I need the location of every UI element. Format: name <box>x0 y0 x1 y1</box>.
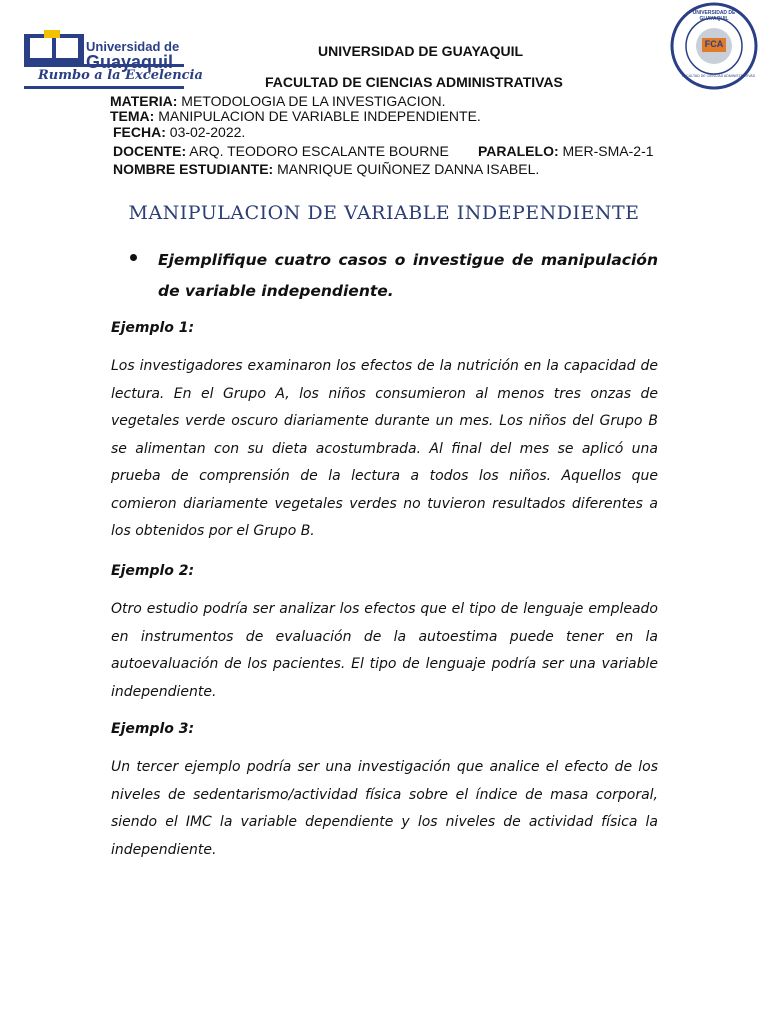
example-text: Los investigadores examinaron los efectos de la nutrición en la capacidad de lectura. En el Grupo A, los niños consumieron al menos tres onzas de vegetales verde oscuro diariamente durante un mes. Los niños del Grupo B se alimentan con su dieta acostumbrada. Al final del mes se aplicó una prueba de comprensión de la lectura a todos los niños. Aquellos que comieron diariamente vegetales verdes no tuvieron resultados diferentes a los obtenidos por el Grupo B. <box>111 358 658 539</box>
docente-label: DOCENTE: <box>113 143 187 159</box>
docente-value: ARQ. TEODORO ESCALANTE BOURNE <box>189 143 449 159</box>
fecha-value: 03-02-2022. <box>169 124 246 140</box>
tema-line <box>110 108 481 124</box>
seal-bottom-text: FACULTAD DE CIENCIAS ADMINISTRATIVAS <box>682 74 756 78</box>
materia-label: MATERIA: <box>110 93 178 109</box>
estudiante-line <box>113 161 539 177</box>
logo-tagline: Rumbo a la Excelencia <box>38 68 203 83</box>
paralelo-label: PARALELO: <box>478 143 559 159</box>
estudiante-value: MANRIQUE QUIÑONEZ DANNA ISABEL. <box>277 161 540 177</box>
example-heading: Ejemplo 2: <box>111 563 195 579</box>
materia-value: METODOLOGIA DE LA INVESTIGACION. <box>181 93 446 109</box>
logo-name-line2: Guayaquil <box>86 52 174 72</box>
faculty-seal <box>670 2 758 90</box>
example-text: Otro estudio podría ser analizar los efectos que el tipo de lenguaje empleado en instrumentos de evaluación de la autoestima puede tener en la autoevaluación de los pacientes. El tipo de lenguaje podría ser una variable independiente. <box>111 601 658 700</box>
university-logo <box>22 28 203 90</box>
seal-ring-text: UNIVERSIDAD DE GUAYAQUIL <box>692 10 736 22</box>
question-text: Ejemplifique cuatro casos o investigue de manipulación de variable independiente. <box>158 251 658 300</box>
faculty-title: FACULTAD DE CIENCIAS ADMINISTRATIVAS <box>265 74 563 90</box>
fecha-label: FECHA: <box>113 124 166 140</box>
logo-name-line1: Universidad de <box>86 39 180 54</box>
paralelo-value: MER-SMA-2-1 <box>562 143 654 159</box>
document-title: MANIPULACION DE VARIABLE INDEPENDIENTE <box>128 202 640 224</box>
tema-label: TEMA: <box>110 108 155 124</box>
example-heading: Ejemplo 1: <box>111 320 195 336</box>
fecha-line <box>113 124 245 140</box>
tema-value: MANIPULACION DE VARIABLE INDEPENDIENTE. <box>158 108 481 124</box>
estudiante-label: NOMBRE ESTUDIANTE: <box>113 161 274 177</box>
bullet-icon <box>130 254 137 261</box>
example-text: Un tercer ejemplo podría ser una investigación que analice el efecto de los niveles de sedentarismo/actividad física sobre el índice de masa corporal, siendo el IMC la variable dependiente y los niveles de actividad física la independiente. <box>111 759 658 858</box>
seal-center-text: FCA <box>704 39 724 49</box>
university-title: UNIVERSIDAD DE GUAYAQUIL <box>318 43 524 59</box>
docente-line <box>113 143 449 159</box>
materia-line <box>110 93 446 109</box>
example-heading: Ejemplo 3: <box>111 721 195 737</box>
paralelo-line <box>478 143 654 159</box>
